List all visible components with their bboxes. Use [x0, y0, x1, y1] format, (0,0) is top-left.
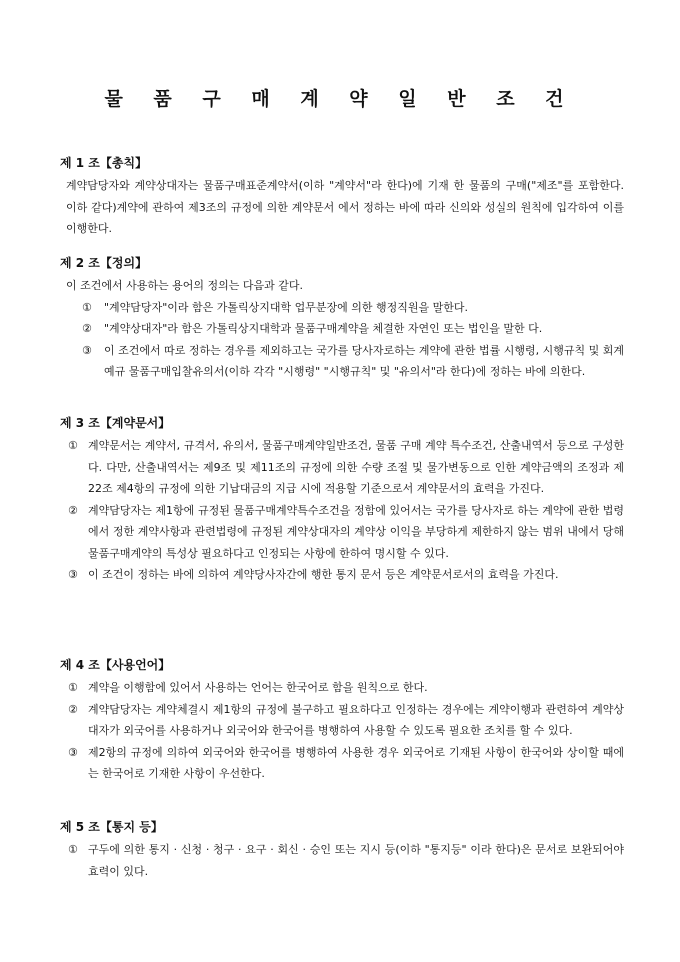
article-body: 계약담당자와 계약상대자는 물품구매표준계약서(이하 "계약서"라 한다)에 기재 한 물품의 구매("제조"를 포함한다. 이하 같다)계약에 관하여 제3조의 규정에 의한 계약문서 에서 정하는 바에 따라 신의와 성실의 원칙에 입각하여 이를 이행한다. [66, 179, 624, 235]
article-heading: 제 3 조【계약문서】 [60, 416, 171, 430]
article-intro: 이 조건에서 사용하는 용어의 정의는 다음과 같다. [66, 279, 303, 292]
item-number: ③ [68, 568, 78, 581]
article-item [60, 677, 624, 699]
article-2 [60, 253, 624, 383]
item-text: "계약상대자"라 함은 가톨릭상지대학과 물품구매계약을 체결한 자연인 또는 법인을 말한 다. [104, 322, 543, 335]
item-text: 이 조건이 정하는 바에 의하여 계약당사자간에 행한 통지 문서 등은 계약문서로서의 효력을 가진다. [88, 568, 559, 581]
article-heading: 제 2 조【정의】 [60, 256, 148, 270]
article-item [60, 435, 624, 500]
item-text: 계약을 이행함에 있어서 사용하는 언어는 한국어로 함을 원칙으로 한다. [88, 681, 428, 694]
item-text: 계약문서는 계약서, 규격서, 유의서, 물품구매계약일반조건, 물품 구매 계약 특수조건, 산출내역서 등으로 구성한다. 다만, 산출내역서는 제9조 및 제11조의 규정에 의한 수량 조절 및 물가변동으로 인한 계약금액의 조정과 제22조 제4항의 규정에 의한 기납대금의 지급 시에 적용할 기준으로서 계약문서의 효력을 가진다. [88, 439, 624, 495]
article-heading: 제 1 조【총칙】 [60, 156, 148, 170]
item-text: "계약담당자"이라 함은 가톨릭상지대학 업무분장에 의한 행정직원을 말한다. [104, 300, 468, 314]
item-number: ③ [82, 343, 92, 357]
item-text: 계약담당자는 제1항에 규정된 물품구매계약특수조건을 정함에 있어서는 국가를 당사자로 하는 계약에 관한 법령에서 정한 계약사항과 관련법령에 규정된 계약상대자의 계약상 이익을 부당하게 제한하지 않는 범위 내에서 당해 물품구매계약의 특성상 필요하다고 인정되는 사항에 한하여 명시할 수 있다. [88, 503, 624, 560]
article-item [60, 500, 624, 565]
article-heading: 제 4 조【사용언어】 [60, 658, 171, 672]
item-number: ② [68, 503, 78, 517]
document-title: 물 품 구 매 계 약 일 반 조 건 [104, 88, 576, 110]
item-text: 계약담당자는 계약체결시 제1항의 규정에 불구하고 필요하다고 인정하는 경우에는 계약이행과 관련하여 계약상대자가 외국어를 사용하거나 외국어와 한국어를 병행하여 사용할 수 있도록 필요한 조치를 할 수 있다. [88, 702, 624, 737]
item-number: ① [82, 300, 92, 314]
article-item [60, 839, 624, 882]
article-item [60, 742, 624, 785]
item-number: ③ [68, 745, 78, 759]
article-item [60, 297, 624, 319]
item-number: ① [68, 439, 78, 452]
article-heading: 제 5 조【통지 등】 [60, 820, 163, 834]
article-1 [60, 153, 624, 240]
item-number: ① [68, 681, 78, 694]
article-item [60, 564, 624, 586]
article-item [60, 340, 624, 383]
article-item [60, 318, 624, 340]
article-item [60, 699, 624, 742]
item-number: ② [82, 322, 92, 335]
article-4 [60, 655, 624, 785]
item-number: ① [68, 843, 78, 856]
item-number: ② [68, 702, 78, 716]
article-3 [60, 413, 624, 586]
article-5 [60, 817, 624, 882]
item-text: 구두에 의한 통지 · 신청 · 청구 · 요구 · 회신 · 승인 또는 지시 등(이하 "통지등" 이라 한다)은 문서로 보완되어야 효력이 있다. [88, 843, 624, 878]
item-text: 제2항의 규정에 의하여 외국어와 한국어를 병행하여 사용한 경우 외국어로 기재된 사항이 한국어와 상이할 때에는 한국어로 기재한 사항이 우선한다. [88, 745, 624, 780]
item-text: 이 조건에서 따로 정하는 경우를 제외하고는 국가를 당사자로하는 계약에 관한 법률 시행령, 시행규칙 및 회계예규 물품구매입찰유의서(이하 각각 "시행령" "시행규칙" 및 "유의서"라 한다)에 정하는 바에 의한다. [104, 343, 624, 378]
